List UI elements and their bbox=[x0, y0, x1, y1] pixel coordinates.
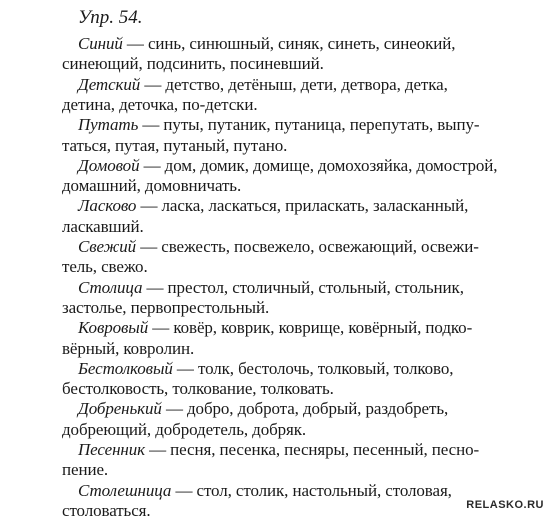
entry-4-word: Домовой bbox=[78, 155, 140, 175]
entry-5-word: Ласково bbox=[78, 196, 137, 216]
entry-10-derivatives: — добро, доброта, добрый, раздобреть, bbox=[161, 399, 449, 419]
entry-3-word: Путать bbox=[78, 115, 139, 135]
entry-2-word: Детский bbox=[78, 74, 141, 94]
entry-7-derivatives: — престол, столичный, стольный, стольник, bbox=[142, 277, 464, 297]
entry-12-line-1 bbox=[78, 481, 452, 501]
watermark-text: RELASKO.RU bbox=[466, 499, 544, 511]
entry-9-line-1 bbox=[78, 359, 453, 379]
entry-7-line-1 bbox=[78, 278, 464, 298]
entry-2-line-1 bbox=[78, 75, 448, 95]
entry-11-line-1 bbox=[78, 440, 479, 460]
entry-4-derivatives: — дом, домик, домище, домохозяйка, домострой, bbox=[139, 155, 498, 175]
entry-10-word: Добренький bbox=[78, 399, 162, 419]
entry-6-word: Свежий bbox=[78, 237, 137, 256]
entry-9-line-2: бестолковость, толкование, толковать. bbox=[62, 379, 334, 399]
entry-3-line-2: таться, путая, путаный, путано. bbox=[62, 135, 288, 155]
entry-8-line-1 bbox=[78, 318, 472, 338]
entry-6-line-1 bbox=[78, 237, 479, 257]
entry-9-word: Бестолковый bbox=[78, 358, 173, 378]
entry-2-line-2: детина, деточка, по-детски. bbox=[62, 94, 258, 114]
entry-1-line-1 bbox=[78, 34, 455, 54]
entry-1-word: Синий bbox=[78, 34, 123, 53]
entry-11-word: Песенник bbox=[78, 440, 145, 459]
entry-8-word: Ковровый bbox=[78, 318, 149, 338]
entry-12-derivatives: — стол, столик, настольный, столовая, bbox=[171, 480, 452, 500]
entry-6-derivatives: — свежесть, посвежело, освежающий, освежи- bbox=[136, 237, 479, 256]
entry-5-derivatives: — ласка, ласкаться, приласкать, заласканный, bbox=[136, 196, 469, 216]
entry-1-derivatives: — синь, синюшный, синяк, синеть, синеокий, bbox=[122, 34, 456, 53]
exercise-title: Упр. 54. bbox=[78, 7, 143, 28]
entry-9-derivatives: — толк, бестолочь, толковый, толково, bbox=[172, 358, 454, 378]
entry-3-derivatives: — путы, путаник, путаница, перепутать, выпу- bbox=[138, 115, 480, 135]
entry-12-word: Столешница bbox=[78, 480, 172, 500]
entry-12-line-2: столоваться. bbox=[62, 500, 151, 520]
entry-6-line-2: тель, свежо. bbox=[62, 257, 148, 277]
entry-8-line-2: вёрный, ковролин. bbox=[62, 338, 195, 358]
entry-10-line-1 bbox=[78, 399, 448, 419]
entry-1-line-2: синеющий, подсинить, посиневший. bbox=[62, 54, 324, 74]
entry-4-line-1 bbox=[78, 156, 497, 176]
entry-5-line-1 bbox=[78, 196, 468, 216]
entry-7-line-2: застолье, первопрестольный. bbox=[62, 297, 270, 317]
entry-5-line-2: ласкавший. bbox=[62, 216, 144, 236]
entry-3-line-1 bbox=[78, 115, 479, 135]
entry-11-derivatives: — песня, песенка, песняры, песенный, песно- bbox=[144, 440, 480, 459]
entry-2-derivatives: — детство, детёныш, дети, детвора, детка, bbox=[140, 74, 448, 94]
entry-8-derivatives: — ковёр, коврик, коврище, ковёрный, подко- bbox=[148, 318, 473, 338]
entry-10-line-2: добреющий, добродетель, добряк. bbox=[62, 419, 307, 439]
entry-4-line-2: домашний, домовничать. bbox=[62, 176, 242, 196]
entry-7-word: Столица bbox=[78, 277, 143, 297]
entry-11-line-2: пение. bbox=[62, 460, 109, 480]
